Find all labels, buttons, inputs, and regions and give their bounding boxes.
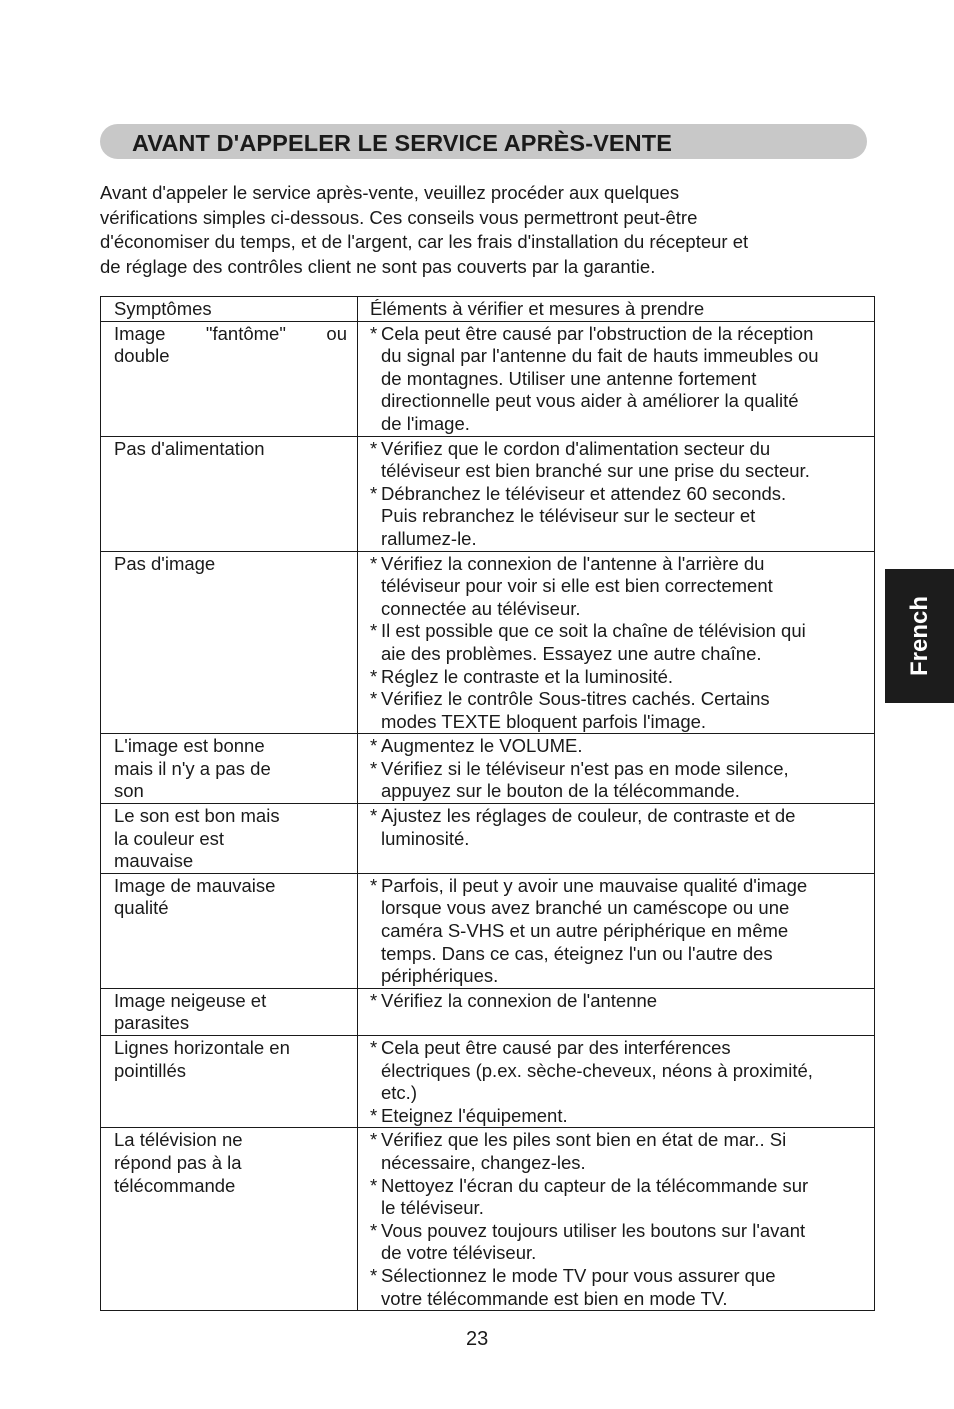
check-line: de l'image.: [381, 412, 470, 434]
bullet-asterisk: *: [370, 757, 378, 779]
check-line: téléviseur pour voir si elle est bien correctement: [381, 575, 773, 597]
check-item: [370, 1105, 868, 1128]
check-item: [370, 1037, 868, 1105]
table-row: [101, 551, 875, 734]
page-number: 23: [466, 1328, 489, 1350]
check-item: [370, 735, 868, 758]
table-row: [101, 988, 875, 1035]
check-line: modes TEXTE bloquent parfois l'image.: [381, 710, 707, 732]
check-item: [370, 666, 868, 689]
check-line: Ajustez les réglages de couleur, de contraste et de: [381, 805, 796, 827]
intro-line: vérifications simples ci-dessous. Ces conseils vous permettront peut-être: [100, 206, 698, 228]
check-line: etc.): [381, 1082, 417, 1104]
bullet-asterisk: *: [370, 989, 378, 1011]
check-item: [370, 553, 868, 621]
check-line: nécessaire, changez-les.: [381, 1151, 586, 1173]
checks-cell: [358, 873, 875, 988]
bullet-asterisk: *: [370, 1174, 378, 1196]
check-item: [370, 805, 868, 850]
check-line: le téléviseur.: [381, 1197, 484, 1219]
checks-cell: [358, 1128, 875, 1311]
check-line: Vérifiez la connexion de l'antenne à l'arrière du: [381, 552, 765, 574]
table-row: [101, 734, 875, 804]
table-row: [101, 321, 875, 436]
checks-cell: [358, 321, 875, 436]
check-line: Réglez le contraste et la luminosité.: [381, 665, 674, 687]
check-line: électriques (p.ex. sèche-cheveux, néons à proximité,: [381, 1059, 813, 1081]
bullet-asterisk: *: [370, 735, 378, 757]
check-line: temps. Dans ce cas, éteignez l'un ou l'autre des: [381, 942, 773, 964]
checks-cell: [358, 436, 875, 551]
symptom-cell: [101, 873, 358, 988]
check-line: de votre téléviseur.: [381, 1242, 537, 1264]
check-line: aie des problèmes. Essayez une autre chaîne.: [381, 642, 762, 664]
checks-cell: [358, 734, 875, 804]
check-line: luminosité.: [381, 827, 470, 849]
bullet-asterisk: *: [370, 482, 378, 504]
check-line: Sélectionnez le mode TV pour vous assurer que: [381, 1264, 776, 1286]
symptom-line: Image neigeuse et: [114, 989, 267, 1011]
bullet-asterisk: *: [370, 322, 378, 344]
check-line: rallumez-le.: [381, 527, 477, 549]
symptom-line: L'image est bonne: [114, 735, 265, 757]
bullet-asterisk: *: [370, 552, 378, 574]
symptom-line: télécommande: [114, 1174, 236, 1196]
table-row: [101, 804, 875, 874]
check-line: directionnelle peut vous aider à améliorer la qualité: [381, 390, 799, 412]
bullet-asterisk: *: [370, 665, 378, 687]
bullet-asterisk: *: [370, 1037, 378, 1058]
bullet-asterisk: *: [370, 1104, 378, 1126]
symptom-line: Pas d'image: [114, 552, 216, 574]
check-item: [370, 990, 868, 1013]
check-line: Augmentez le VOLUME.: [381, 735, 583, 757]
symptom-line: qualité: [114, 897, 169, 919]
check-line: Il est possible que ce soit la chaîne de télévision qui: [381, 620, 806, 642]
symptom-cell: [101, 321, 358, 436]
intro-paragraph: [100, 181, 860, 280]
symptom-cell: [101, 1036, 358, 1128]
intro-line: Avant d'appeler le service après-vente, veuillez procéder aux quelques: [100, 182, 680, 203]
language-tab: [885, 569, 954, 703]
check-line: du signal par l'antenne du fait de hauts immeubles ou: [381, 345, 819, 367]
check-item: [370, 1129, 868, 1174]
symptom-line: parasites: [114, 1012, 190, 1034]
checks-cell: [358, 804, 875, 874]
symptom-cell: [101, 988, 358, 1035]
bullet-asterisk: *: [370, 688, 378, 710]
bullet-asterisk: *: [370, 805, 378, 827]
header-symptoms: Symptômes: [101, 297, 358, 322]
check-item: [370, 1265, 868, 1310]
check-line: Parfois, il peut y avoir une mauvaise qualité d'image: [381, 874, 808, 896]
check-line: appuyez sur le bouton de la télécommande.: [381, 780, 740, 802]
table-row: [101, 436, 875, 551]
symptom-line: Image "fantôme" ou: [114, 322, 347, 344]
table-row: [101, 873, 875, 988]
symptom-line: mais il n'y a pas de: [114, 757, 271, 779]
troubleshooting-table: [100, 296, 875, 1311]
checks-cell: [358, 551, 875, 734]
checks-cell: [358, 1036, 875, 1128]
bullet-asterisk: *: [370, 437, 378, 459]
check-line: Vérifiez si le téléviseur n'est pas en mode silence,: [381, 757, 789, 779]
check-line: Cela peut être causé par des interférences: [381, 1037, 731, 1058]
symptom-line: double: [114, 345, 170, 367]
check-line: Vérifiez que le cordon d'alimentation secteur du: [381, 437, 771, 459]
check-item: [370, 1175, 868, 1220]
check-item: [370, 758, 868, 803]
intro-line: de réglage des contrôles client ne sont pas couverts par la garantie.: [100, 256, 656, 278]
bullet-asterisk: *: [370, 874, 378, 896]
check-item: [370, 323, 868, 436]
check-line: Cela peut être causé par l'obstruction de la réception: [381, 322, 814, 344]
symptom-line: mauvaise: [114, 850, 194, 872]
bullet-asterisk: *: [370, 1219, 378, 1241]
check-line: Nettoyez l'écran du capteur de la télécommande sur: [381, 1174, 809, 1196]
check-line: lorsque vous avez branché un caméscope ou une: [381, 897, 790, 919]
bullet-asterisk: *: [370, 1264, 378, 1286]
check-line: de montagnes. Utiliser une antenne fortement: [381, 367, 757, 389]
symptom-line: son: [114, 780, 144, 802]
checks-cell: [358, 988, 875, 1035]
check-line: Vérifiez la connexion de l'antenne: [381, 989, 658, 1011]
check-item: [370, 688, 868, 733]
symptom-line: Le son est bon mais: [114, 805, 280, 827]
symptom-line: Image de mauvaise: [114, 874, 276, 896]
check-item: [370, 1220, 868, 1265]
check-line: Puis rebranchez le téléviseur sur le secteur et: [381, 505, 756, 527]
check-line: votre télécommande est bien en mode TV.: [381, 1287, 728, 1309]
symptom-cell: [101, 436, 358, 551]
header-checks: Éléments à vérifier et mesures à prendre: [358, 297, 875, 322]
check-line: téléviseur est bien branché sur une prise du secteur.: [381, 460, 810, 482]
symptom-line: répond pas à la: [114, 1151, 242, 1173]
check-line: Vérifiez le contrôle Sous-titres cachés. Certains: [381, 688, 770, 710]
symptom-cell: [101, 734, 358, 804]
check-line: Débranchez le téléviseur et attendez 60 seconds.: [381, 482, 787, 504]
symptom-cell: [101, 804, 358, 874]
bullet-asterisk: *: [370, 1129, 378, 1151]
symptom-line: pointillés: [114, 1059, 186, 1081]
check-item: [370, 620, 868, 665]
symptom-line: Pas d'alimentation: [114, 437, 265, 459]
check-line: connectée au téléviseur.: [381, 597, 581, 619]
intro-line: d'économiser du temps, et de l'argent, car les frais d'installation du récepteur et: [100, 231, 749, 253]
check-item: [370, 438, 868, 483]
check-line: périphériques.: [381, 965, 499, 987]
bullet-asterisk: *: [370, 620, 378, 642]
section-title-bar: [100, 124, 867, 159]
page-title: AVANT D'APPELER LE SERVICE APRÈS-VENTE: [132, 130, 672, 156]
symptom-line: la couleur est: [114, 827, 225, 849]
check-item: [370, 483, 868, 551]
language-tab-label: French: [905, 595, 933, 677]
table-row: [101, 1036, 875, 1128]
table-header-row: [101, 297, 875, 322]
check-line: Vérifiez que les piles sont bien en état de mar.. Si: [381, 1129, 787, 1151]
symptom-line: La télévision ne: [114, 1129, 243, 1151]
table-row: [101, 1128, 875, 1311]
symptom-line: Lignes horizontale en: [114, 1037, 290, 1058]
check-line: caméra S-VHS et un autre périphérique en même: [381, 920, 789, 942]
check-line: Vous pouvez toujours utiliser les boutons sur l'avant: [381, 1219, 806, 1241]
check-item: [370, 875, 868, 988]
symptom-cell: [101, 1128, 358, 1311]
check-line: Eteignez l'équipement.: [381, 1104, 568, 1126]
symptom-cell: [101, 551, 358, 734]
